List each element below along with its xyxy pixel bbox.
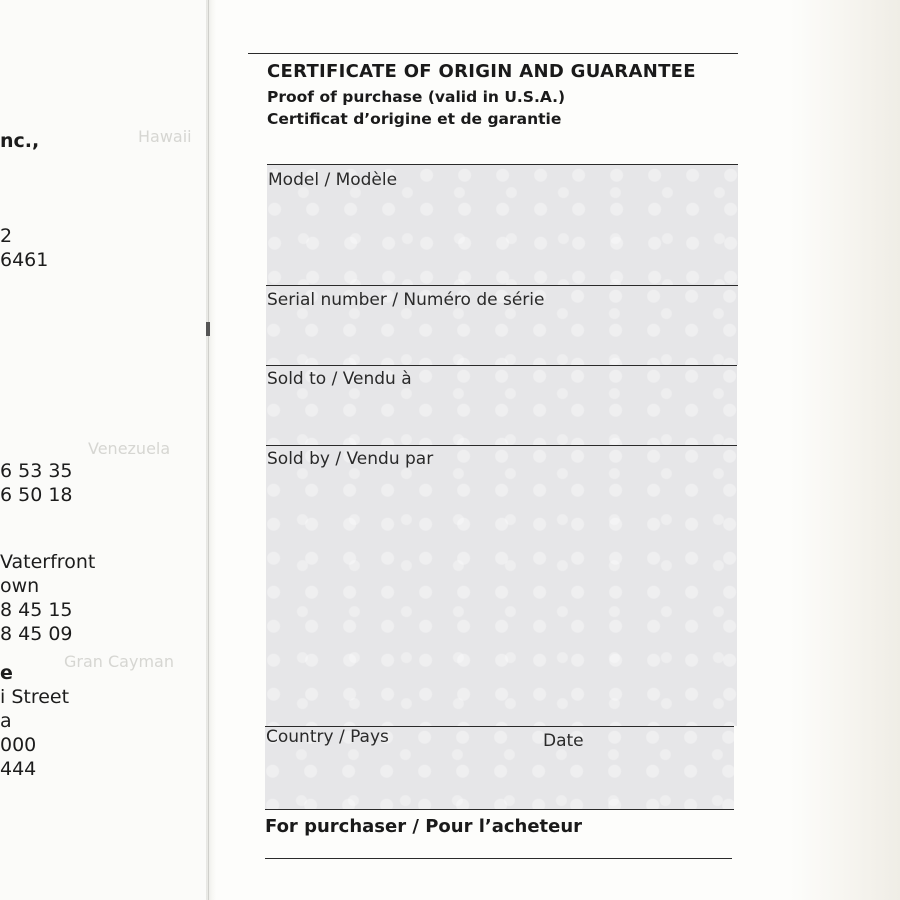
left-text-line: 444 <box>0 758 37 780</box>
sold-by-field[interactable] <box>266 446 737 726</box>
left-text-line: 8 45 09 <box>0 623 73 645</box>
purchaser-footer: For purchaser / Pour l’acheteur <box>265 816 583 837</box>
left-faint-text: Hawaii <box>138 127 192 146</box>
left-text-line: 6 53 35 <box>0 460 73 482</box>
left-text-line: 8 45 15 <box>0 599 73 621</box>
top-rule <box>248 53 738 54</box>
country-bottom-rule <box>265 809 734 810</box>
sold-by-label: Sold by / Vendu par <box>267 449 434 469</box>
left-text-line: nc., <box>0 130 40 152</box>
page-gutter-edge <box>208 0 209 900</box>
sold-to-label: Sold to / Vendu à <box>267 369 412 389</box>
left-text-line: i Street <box>0 686 70 708</box>
left-text-line: 000 <box>0 734 37 756</box>
left-text-line: 6461 <box>0 249 49 271</box>
page-edge-shadow <box>790 0 900 900</box>
left-faint-text: Gran Cayman <box>64 652 174 671</box>
left-text-line: Vaterfront <box>0 551 96 573</box>
left-text-line: e <box>0 662 13 684</box>
country-label: Country / Pays <box>266 727 389 747</box>
model-label: Model / Modèle <box>268 170 398 190</box>
binding-notch <box>206 322 210 336</box>
left-page <box>0 0 210 900</box>
left-text-line: own <box>0 575 40 597</box>
certificate-subtitle-fr: Certificat d’origine et de garantie <box>267 110 562 128</box>
bottom-rule <box>265 858 732 859</box>
certificate-subtitle-en: Proof of purchase (valid in U.S.A.) <box>267 88 566 106</box>
serial-number-label: Serial number / Numéro de série <box>267 290 545 310</box>
certificate-title: CERTIFICATE OF ORIGIN AND GUARANTEE <box>267 61 696 82</box>
left-faint-text: Venezuela <box>88 439 171 458</box>
left-text-line: 2 <box>0 225 13 247</box>
left-text-line: 6 50 18 <box>0 484 73 506</box>
date-label: Date <box>543 731 584 751</box>
left-text-line: a <box>0 710 12 732</box>
